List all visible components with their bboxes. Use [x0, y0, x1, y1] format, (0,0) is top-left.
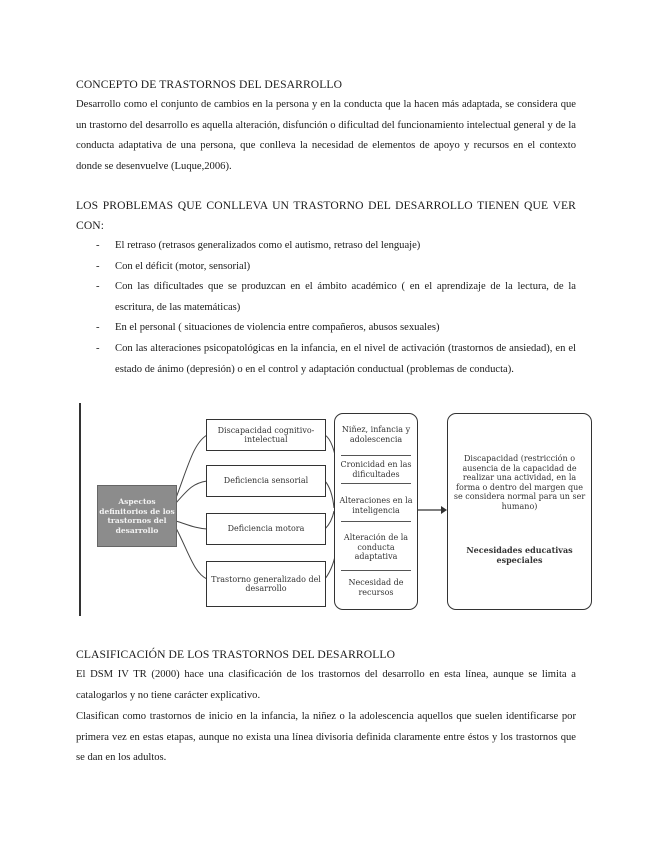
list-item-text: El retraso (retrasos generalizados como el autismo, retraso del lenguaje): [115, 240, 421, 251]
central-aspects-box: Aspectos definitorios de los trastornos del desarrollo: [97, 485, 177, 547]
characteristics-divider: [341, 483, 411, 484]
list-item-text: Con el déficit (motor, sensorial): [115, 260, 251, 272]
list-item: [76, 277, 576, 318]
bullet-dash: -: [96, 240, 100, 251]
list-item-text: En el personal ( situaciones de violencia entre compañeros, abusos sexuales): [115, 322, 440, 334]
characteristic-age: Niñez, infancia y adolescencia: [341, 425, 411, 444]
section3-heading: CLASIFICACIÓN DE LOS TRASTORNOS DEL DESARROLLO: [76, 648, 396, 661]
characteristic-adaptive: Alteración de la conducta adaptativa: [343, 533, 409, 561]
middle-box-motor: Deficiencia motora: [206, 513, 326, 545]
special-needs-label: Necesidades educativas especiales: [466, 545, 573, 565]
disorders-diagram: [79, 403, 601, 616]
section1-heading: CONCEPTO DE TRASTORNOS DEL DESARROLLO: [76, 78, 343, 91]
characteristics-divider: [341, 455, 411, 456]
list-item: [76, 257, 576, 278]
section3-paragraph-1: El DSM IV TR (2000) hace una clasificación de los trastornos del desarrollo en esta línea, aunque se limita a catalogarlos y no tiene carácter explicativo.: [76, 669, 576, 701]
list-item-text: Con las alteraciones psicopatológicas en la infancia, en el nivel de activación (trastornos de ansiedad), en el estado de ánimo (depresión) o en el control y adaptación conductual (problemas de conducta).: [115, 342, 576, 375]
list-item: [76, 339, 576, 380]
bullet-dash: -: [96, 322, 100, 334]
section1-paragraph: Desarrollo como el conjunto de cambios en la persona y en la conducta que la hacen más adaptada, se considera que un trastorno del desarrollo es aquella alteración, disfunción o dificultad del funcionamiento intelectual general y de la conducta adaptativa de una persona, que conlleva la necesidad de elementos de apoyo y recursos en el contexto donde se desenvuelve (Luque,2006).: [76, 99, 576, 172]
disability-definition: Discapacidad (restricción o ausencia de la capacidad de realizar una actividad, en la forma o dentro del margen que se considera normal para un ser humano): [453, 454, 586, 511]
characteristics-divider: [341, 521, 411, 522]
middle-box-generalized: Trastorno generalizado del desarrollo: [206, 561, 326, 607]
problems-list: [76, 236, 576, 380]
middle-box-cognitive: Discapacidad cognitivo-intelectual: [206, 419, 326, 451]
list-item-text: Con las dificultades que se produzcan en el ámbito académico ( en el aprendizaje de la lectura, de la escritura, de las matemáticas): [115, 281, 576, 313]
bullet-dash: -: [96, 260, 100, 272]
bullet-dash: -: [96, 342, 100, 354]
characteristic-intelligence: Alteraciones en la inteligencia: [339, 496, 413, 515]
characteristic-chronicity: Cronicidad en las dificultades: [340, 460, 412, 479]
characteristic-resources: Necesidad de recursos: [348, 578, 404, 597]
outcome-box: [447, 413, 592, 610]
section2-heading: LOS PROBLEMAS QUE CONLLEVA UN TRASTORNO DEL DESARROLLO TIENEN QUE VER CON:: [76, 199, 576, 232]
middle-box-sensory: Deficiencia sensorial: [206, 465, 326, 497]
bullet-dash: -: [96, 281, 100, 293]
characteristics-divider: [341, 570, 411, 571]
list-item: [76, 236, 576, 257]
list-item: [76, 318, 576, 339]
section3-paragraph-2: Clasifican como trastornos de inicio en la infancia, la niñez o la adolescencia aquellos que suelen identificarse por primera vez en estas etapas, aunque no exista una línea divisoria definida claramente entre éstos y los trastornos que se dan en los adultos.: [76, 711, 576, 764]
